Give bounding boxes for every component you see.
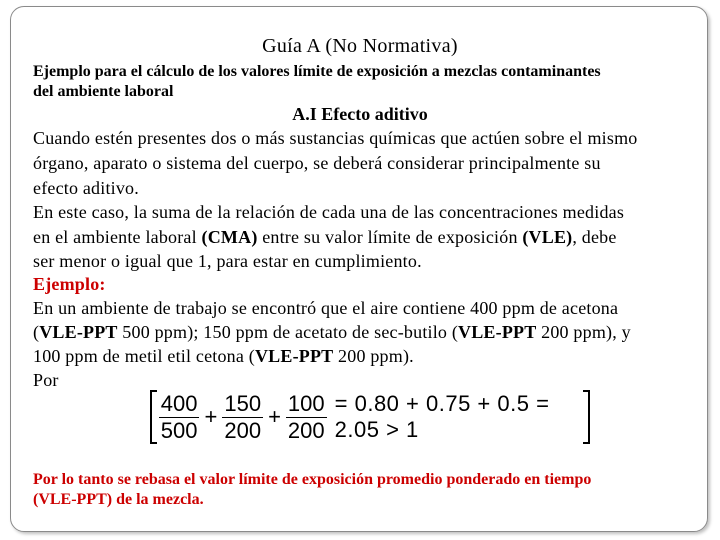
fraction-metil-etil-cetona: $\frac{100}{200}$ — [287, 390, 325, 443]
vle-term: (VLE) — [522, 227, 573, 247]
section-title: A.I Efecto aditivo — [292, 104, 428, 124]
page-title: Guía A (No Normativa) — [262, 35, 458, 57]
para1-line-3: efecto aditivo. — [33, 178, 139, 198]
fraction-acetato: $\frac{150}{200}$ — [224, 390, 262, 443]
para2-line-3: ser menor o igual que 1, para estar en cumplimiento. — [33, 251, 422, 271]
left-bracket — [150, 390, 157, 444]
example-line-1: En un ambiente de trabajo se encontró que el aire contiene 400 ppm de acetona — [33, 298, 619, 318]
example-line-4: Por — [33, 370, 59, 390]
example-line-3: 100 ppm de metil etil cetona (VLE-PPT 200 ppm). — [33, 346, 414, 366]
equation — [150, 388, 590, 446]
right-bracket — [583, 390, 590, 444]
plus-sign: + — [268, 404, 281, 429]
cma-term: (CMA) — [201, 227, 258, 247]
fraction-acetona: $\frac{400}{500}$ — [160, 390, 198, 443]
example-label: Ejemplo: — [33, 274, 106, 294]
para1-line-2: órgano, aparato o sistema del cuerpo, se deberá considerar principalmente su — [33, 153, 601, 173]
conclusion-line-1: Por lo tanto se rebasa el valor límite de exposición promedio ponderado en tiempo — [33, 471, 592, 488]
para2-line-2: en el ambiente laboral (CMA) entre su valor límite de exposición (VLE), debe — [33, 227, 617, 247]
equation-result: = 0.80 + 0.75 + 0.5 = 2.05 > 1 — [334, 391, 550, 442]
example-line-2: (VLE-PPT 500 ppm); 150 ppm de acetato de sec-butilo (VLE-PPT 200 ppm), y — [33, 322, 631, 342]
conclusion-line-2: (VLE-PPT) de la mezcla. — [33, 491, 204, 508]
plus-sign: + — [204, 404, 218, 429]
para2-line-1: En este caso, la suma de la relación de cada una de las concentraciones medidas — [33, 202, 625, 222]
intro-line-1: Ejemplo para el cálculo de los valores límite de exposición a mezclas contaminantes — [33, 63, 601, 80]
para1-line-1: Cuando estén presentes dos o más sustancias químicas que actúen sobre el mismo — [33, 128, 638, 148]
intro-line-2: del ambiente laboral — [33, 83, 174, 100]
